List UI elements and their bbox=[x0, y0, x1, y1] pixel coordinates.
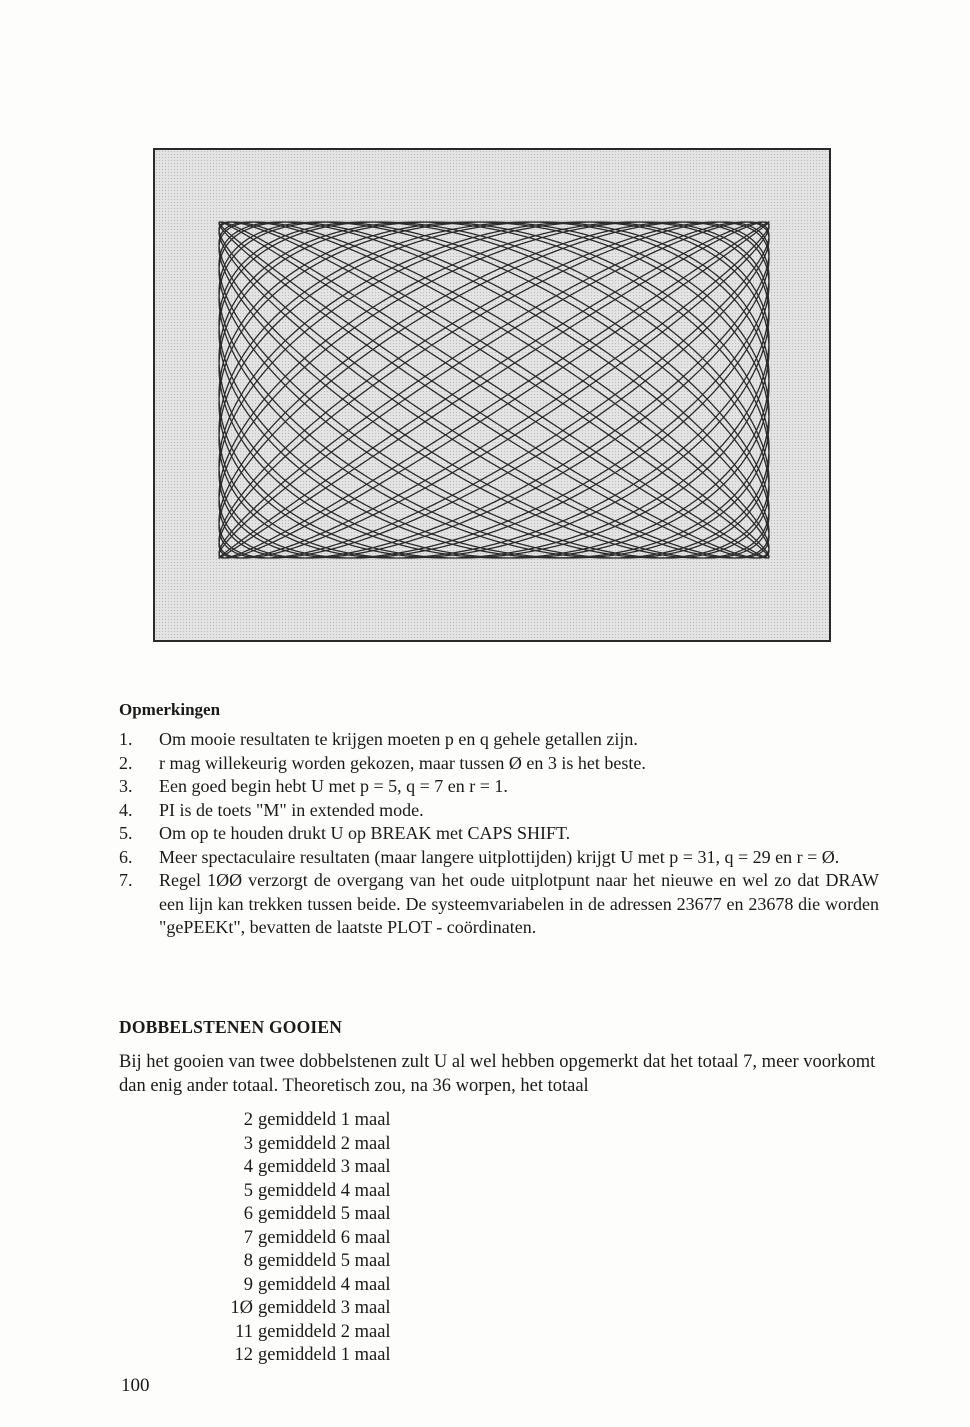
dice-row bbox=[223, 1109, 391, 1133]
dice-row bbox=[223, 1344, 391, 1368]
dice-frequency: gemiddeld 2 maal bbox=[258, 1321, 391, 1342]
dice-total: 2 bbox=[243, 1110, 253, 1130]
notes-heading: Opmerkingen bbox=[119, 700, 221, 719]
note-number: 7. bbox=[119, 870, 133, 890]
note-item bbox=[119, 775, 879, 799]
note-number: 5. bbox=[119, 823, 133, 843]
section-title: DOBBELSTENEN GOOIEN bbox=[119, 1017, 343, 1037]
section-paragraph: Bij het gooien van twee dobbelstenen zult U al wel hebben opgemerkt dat het totaal 7, meer voorkomt dan enig ander totaal. Theoretisch zou, na 36 worpen, het totaal bbox=[119, 1052, 876, 1096]
dice-total: 9 bbox=[243, 1274, 253, 1295]
dice-row bbox=[223, 1321, 391, 1345]
dice-frequency: gemiddeld 3 maal bbox=[258, 1157, 391, 1177]
dice-total: 8 bbox=[243, 1251, 253, 1271]
note-number: 6. bbox=[119, 846, 133, 867]
note-number: 3. bbox=[119, 776, 133, 796]
note-text: Meer spectaculaire resultaten (maar langere uitplottijden) krijgt U met p = 31, q = 29 en r = Ø. bbox=[159, 846, 840, 867]
note-text: PI is de toets "M" in extended mode. bbox=[159, 799, 424, 820]
note-number: 2. bbox=[119, 752, 133, 773]
note-text: Een goed begin hebt U met p = 5, q = 7 en r = 1. bbox=[159, 776, 508, 796]
page-number: 100 bbox=[121, 1375, 150, 1396]
note-text: Om op te houden drukt U op BREAK met CAPS SHIFT. bbox=[159, 823, 571, 843]
dice-total: 5 bbox=[243, 1180, 253, 1201]
dice-total: 12 bbox=[234, 1345, 253, 1365]
dice-frequency: gemiddeld 2 maal bbox=[258, 1133, 391, 1154]
dice-total: 3 bbox=[243, 1133, 253, 1154]
dice-row bbox=[223, 1274, 391, 1298]
lissajous-figure bbox=[153, 148, 831, 642]
note-item bbox=[119, 752, 879, 776]
dice-total: 11 bbox=[235, 1321, 253, 1342]
dice-row bbox=[223, 1227, 391, 1251]
dice-row bbox=[223, 1156, 391, 1180]
note-number: 1. bbox=[119, 729, 133, 749]
lissajous-curve bbox=[155, 150, 829, 640]
notes-list bbox=[119, 728, 879, 940]
dice-total: 7 bbox=[243, 1227, 253, 1248]
dice-frequency: gemiddeld 4 maal bbox=[258, 1274, 391, 1295]
note-number: 4. bbox=[119, 799, 133, 820]
note-item bbox=[119, 799, 879, 823]
dice-frequency: gemiddeld 1 maal bbox=[258, 1110, 391, 1130]
lissajous-path bbox=[219, 222, 769, 558]
dice-frequency: gemiddeld 5 maal bbox=[258, 1251, 391, 1271]
dice-row bbox=[223, 1250, 391, 1274]
note-item bbox=[119, 869, 879, 940]
note-item bbox=[119, 822, 879, 846]
dice-row bbox=[223, 1203, 391, 1227]
dice-row bbox=[223, 1133, 391, 1157]
note-text: Om mooie resultaten te krijgen moeten p en q gehele getallen zijn. bbox=[159, 729, 638, 749]
dice-frequency: gemiddeld 5 maal bbox=[258, 1204, 391, 1224]
dice-frequency: gemiddeld 6 maal bbox=[258, 1227, 391, 1248]
dice-frequency: gemiddeld 1 maal bbox=[258, 1345, 391, 1365]
dice-frequency: gemiddeld 4 maal bbox=[258, 1180, 391, 1201]
dice-frequency: gemiddeld 3 maal bbox=[258, 1298, 391, 1318]
dice-totals-list bbox=[223, 1109, 391, 1368]
dice-total: 1Ø bbox=[230, 1298, 253, 1318]
note-item bbox=[119, 728, 879, 752]
dice-row bbox=[223, 1180, 391, 1204]
note-text: Regel 1ØØ verzorgt de overgang van het oude uitplotpunt naar het nieuwe en wel zo dat DRAW een lijn kan trekken tussen beide. De systeemvariabelen in de adressen 23677 en 23678 die worden "gePEEKt", bevatten de laatste PLOT - coördinaten. bbox=[159, 870, 879, 937]
note-text: r mag willekeurig worden gekozen, maar tussen Ø en 3 is het beste. bbox=[159, 752, 646, 773]
note-item bbox=[119, 846, 879, 870]
dice-row bbox=[223, 1297, 391, 1321]
dice-total: 4 bbox=[243, 1157, 253, 1177]
dice-total: 6 bbox=[243, 1204, 253, 1224]
